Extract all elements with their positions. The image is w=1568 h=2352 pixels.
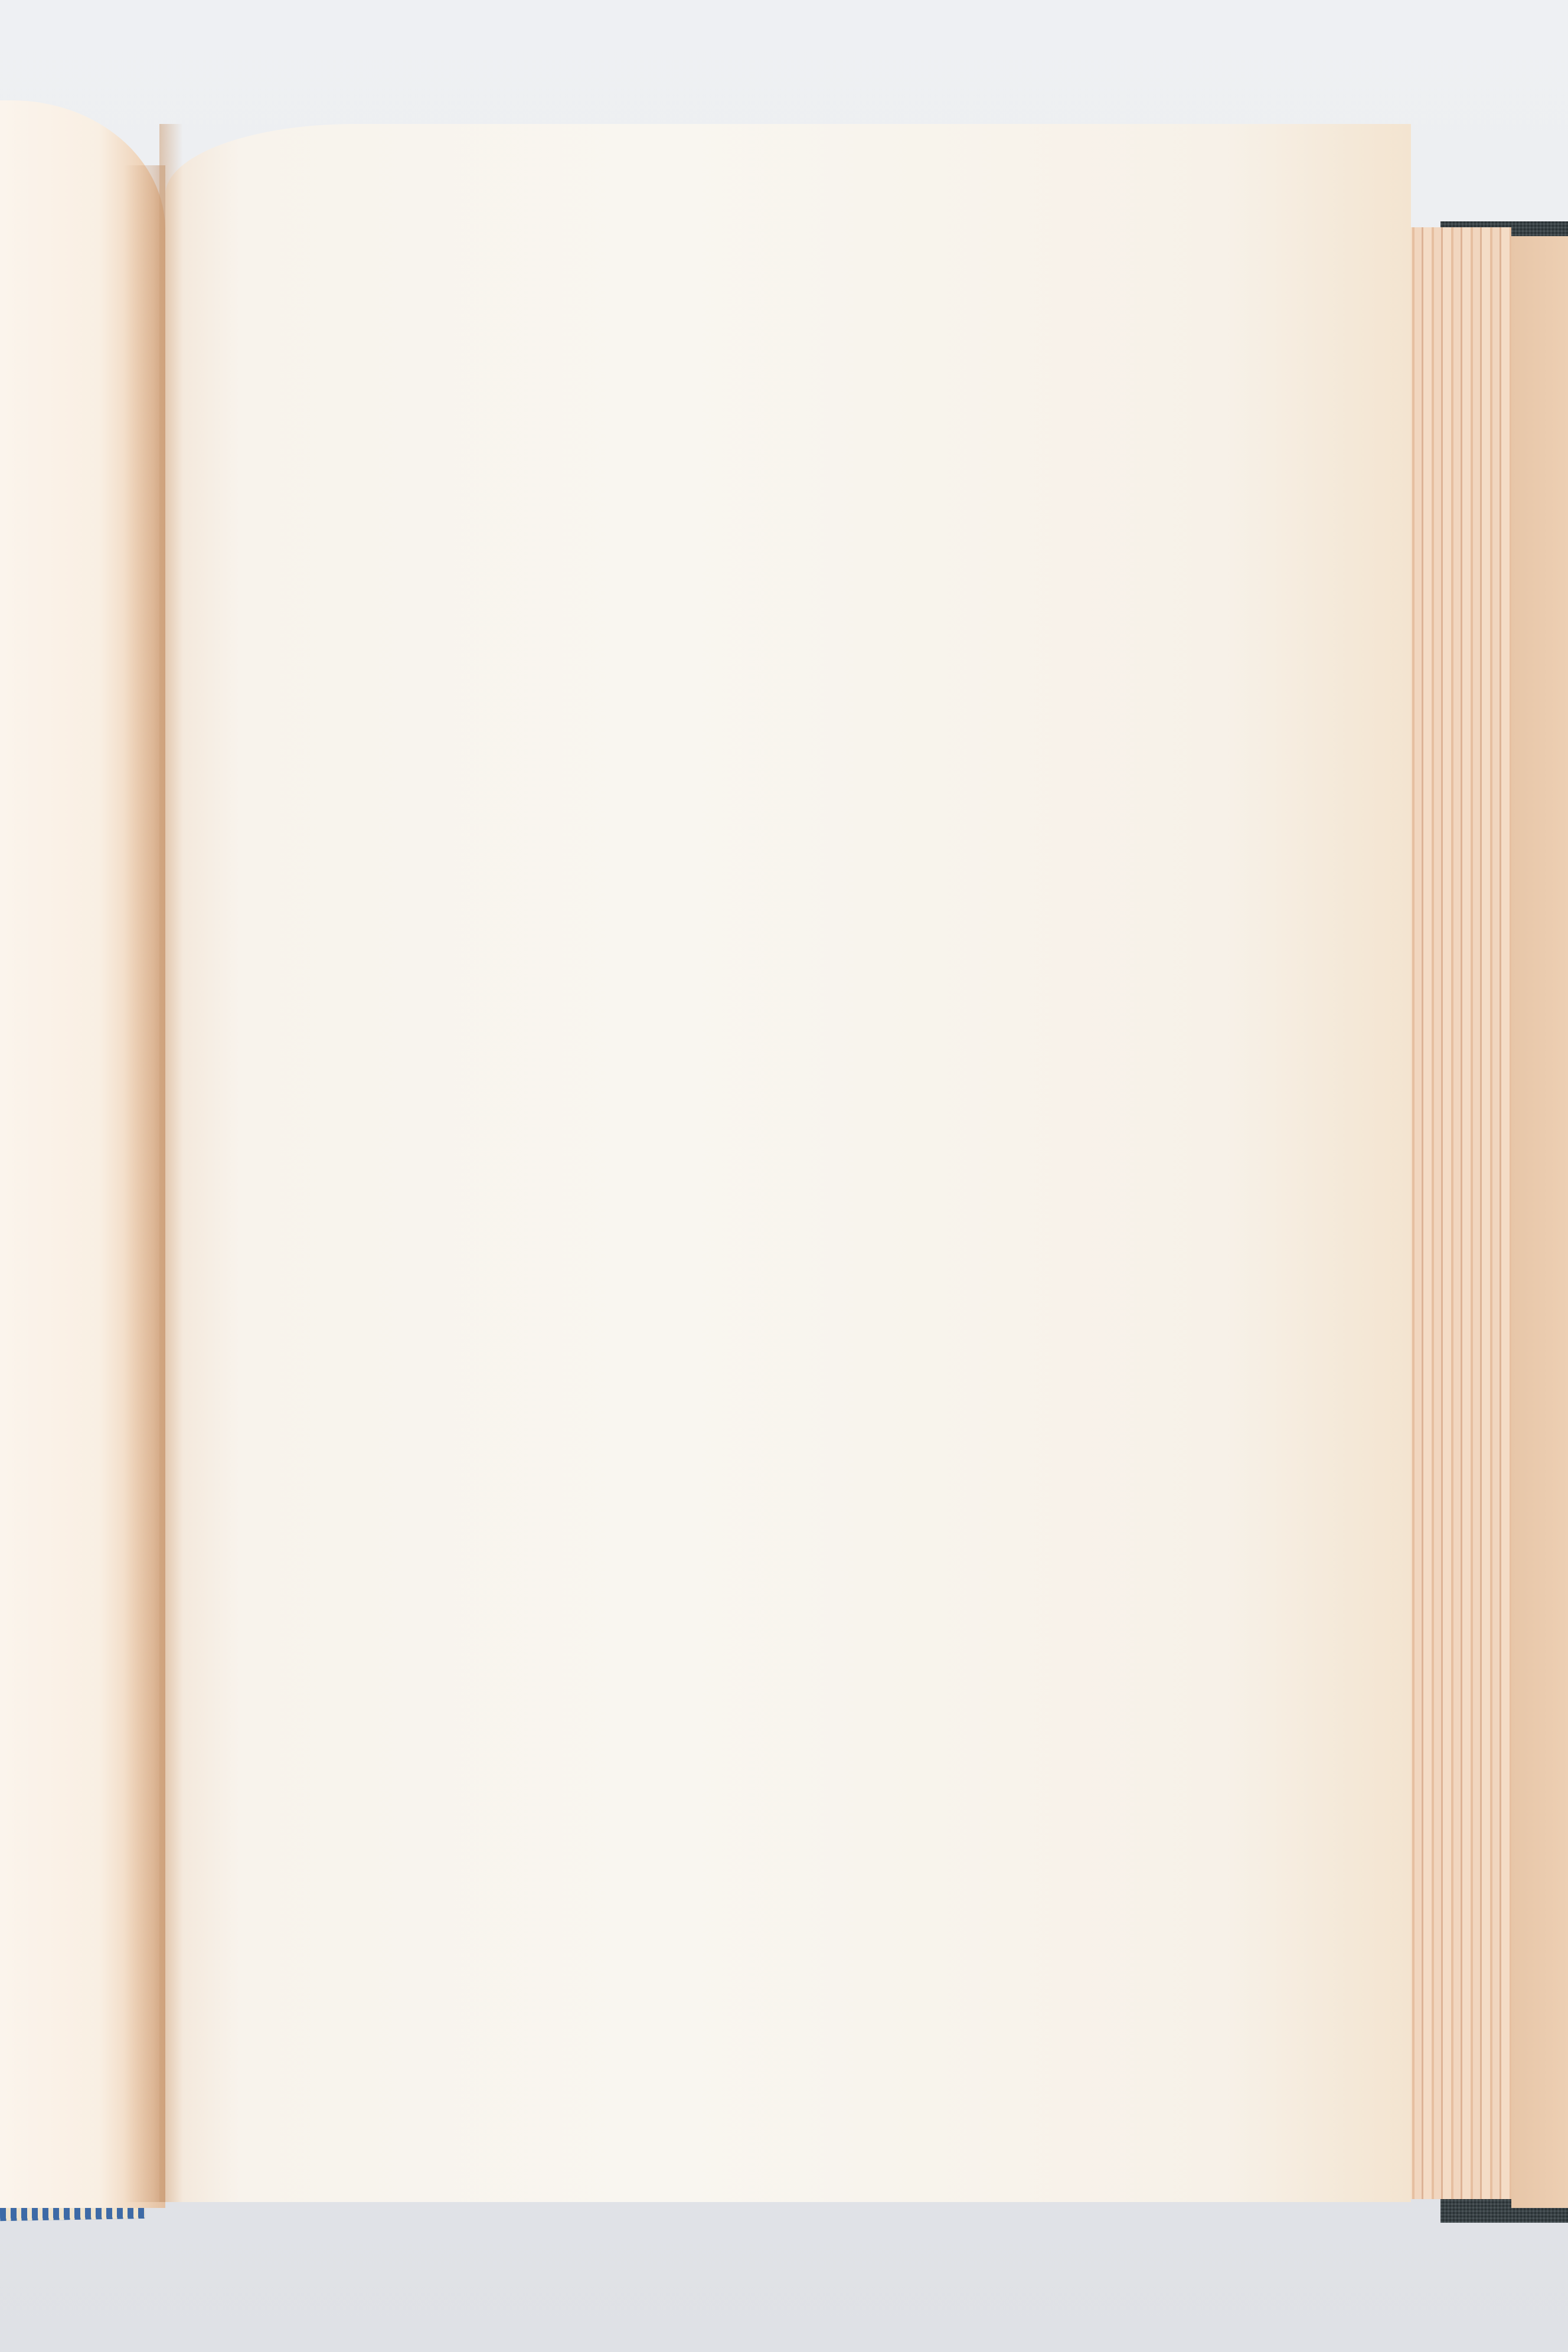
spine-shadow (159, 124, 183, 2202)
right-page-text (165, 124, 1411, 2202)
right-page (165, 124, 1411, 2202)
endpaper (1511, 236, 1568, 2208)
